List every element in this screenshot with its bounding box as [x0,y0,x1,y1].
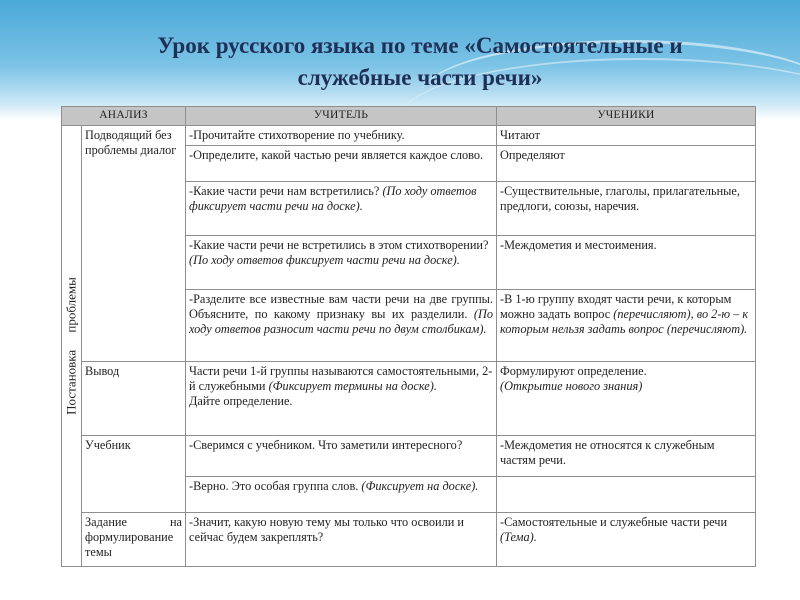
analysis-cell: Задание на формулирование темы [82,513,186,567]
students-text: Определяют [500,148,565,162]
students-cell [497,362,756,436]
header-analysis: АНАЛИЗ [62,107,186,126]
table-row [62,126,756,146]
teacher-cell [186,513,497,567]
teacher-text: Части речи 1-й группы называются самостоятельными, 2-й служебными [189,364,493,393]
lesson-table [61,106,756,567]
students-cell [497,290,756,362]
teacher-text: -Определите, какой частью речи является каждое слово. [189,148,484,162]
teacher-text: -Сверимся с учебником. Что заметили интересного? [189,438,463,452]
table-row [62,436,756,477]
table-row [62,362,756,436]
students-text: -Самостоятельные и служебные части речи [500,515,728,529]
teacher-text: -Какие части речи нам встретились? [189,184,380,198]
teacher-note: (Фиксирует термины на доске). [268,379,437,393]
teacher-cell [186,146,497,182]
teacher-text-after: Дайте определение. [189,394,293,408]
analysis-cell: Учебник [82,436,186,513]
header-teacher: УЧИТЕЛЬ [186,107,497,126]
teacher-text: -Прочитайте стихотворение по учебнику. [189,128,405,142]
teacher-text: -Разделите все известные вам части речи на две группы. Объясните, по какому признаку вы их разделили. [189,292,493,321]
teacher-text: -Какие части речи не встретились в этом стихотворении? [189,238,489,252]
students-cell [497,236,756,290]
header-students: УЧЕНИКИ [497,107,756,126]
teacher-cell [186,182,497,236]
students-text: Формулируют определение. [500,364,647,378]
students-note: (Тема). [500,530,537,544]
students-note: (Открытие нового знания) [500,379,643,393]
teacher-cell [186,290,497,362]
table-header-row [62,107,756,126]
teacher-note: (Фиксирует на доске). [361,479,479,493]
teacher-text: -Верно. Это особая группа слов. [189,479,359,493]
vertical-label-text: Постановка проблемы [63,277,79,415]
analysis-cell: Подводящий без проблемы диалог [82,126,186,362]
teacher-cell [186,477,497,513]
vertical-section-label [62,126,82,567]
students-text: -Междометия не относятся к служебным частям речи. [500,438,715,467]
students-cell [497,146,756,182]
teacher-cell [186,436,497,477]
students-cell [497,513,756,567]
analysis-cell: Вывод [82,362,186,436]
teacher-note: (По ходу ответов фиксирует части речи на доске). [189,253,460,267]
teacher-cell [186,236,497,290]
students-cell [497,477,756,513]
slide-title-line-2: служебные части речи» [297,65,543,90]
students-note: (перечисляют), во 2-ю – к которым нельзя задать вопрос (перечисляют). [500,307,749,336]
students-cell [497,182,756,236]
teacher-cell [186,126,497,146]
teacher-note: (По ходу ответов разносит части речи по двум столбикам). [189,307,493,336]
teacher-text: -Значит, какую новую тему мы только что освоили и сейчас будем закреплять? [189,515,464,544]
students-text: -Существительные, глаголы, прилагательные, предлоги, союзы, наречия. [500,184,740,213]
teacher-cell [186,362,497,436]
slide-title [70,30,770,94]
students-cell [497,436,756,477]
students-text: Читают [500,128,540,142]
slide-title-line-1: Урок русского языка по теме «Самостоятельные и [157,33,683,58]
table-row [62,513,756,567]
students-text: -Междометия и местоимения. [500,238,657,252]
teacher-note: (По ходу ответов фиксирует части речи на доске). [189,184,477,213]
students-text: -В 1-ю группу входят части речи, к которым можно задать вопрос [500,292,732,321]
students-cell [497,126,756,146]
